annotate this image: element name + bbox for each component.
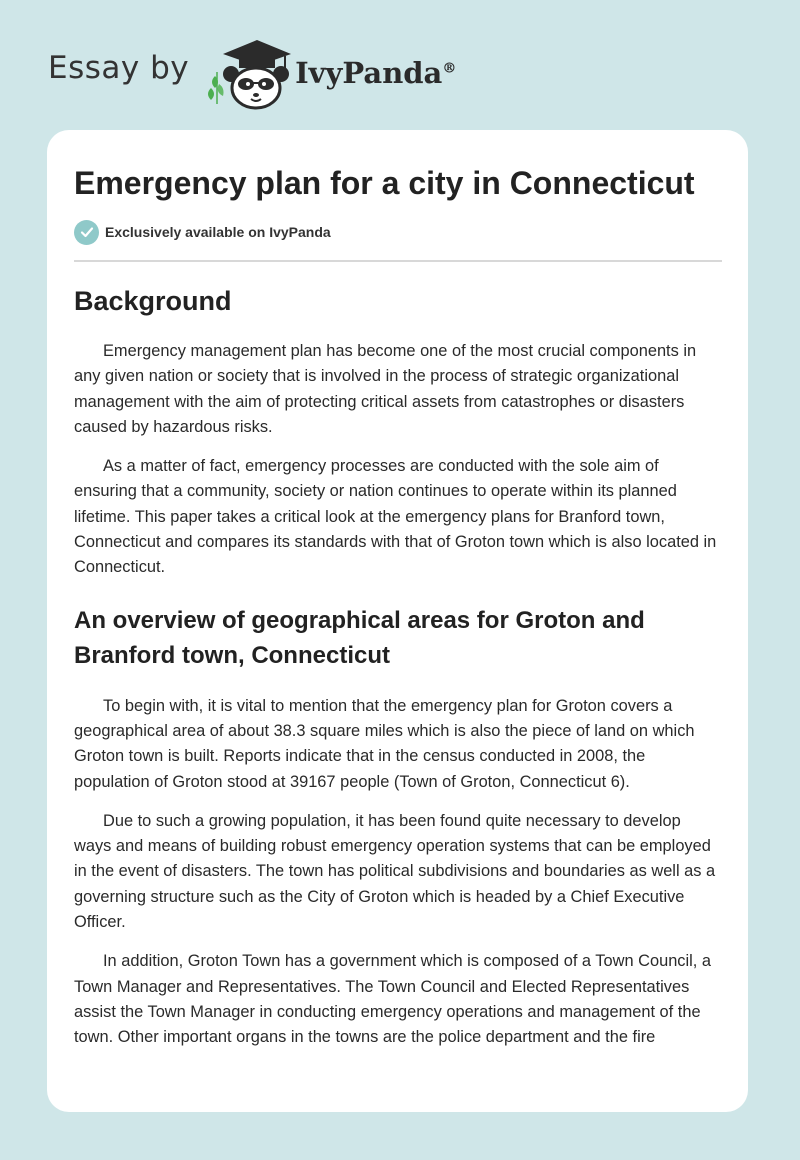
essay-by-label: Essay by xyxy=(48,50,190,86)
section-heading: Background xyxy=(74,286,232,316)
exclusive-label: Exclusively available on IvyPanda xyxy=(105,224,331,240)
brand-name[interactable]: IvyPanda® xyxy=(295,56,457,90)
exclusive-badge xyxy=(74,218,722,246)
essay-card xyxy=(47,130,748,1112)
site-header xyxy=(48,32,456,112)
title-divider xyxy=(74,260,722,262)
paragraph: To begin with, it is vital to mention that the emergency plan for Groton covers a geographical area of about 38.3 square miles which is also the piece of land on which Groton town is built. Reports indicate that in the census conducted in 2008, the population of Groton stood at 39167 people (Town of Groton, Connecticut 6). xyxy=(74,696,695,791)
page-title: Emergency plan for a city in Connecticut xyxy=(74,165,695,201)
paragraph: In addition, Groton Town has a government which is composed of a Town Council, a Town Manager and Representatives. The Town Council and Elected Representatives assist the Town Manager in conducting emergency operations and management of the town. Other important organs in the towns are the police department and the fire xyxy=(74,952,712,1047)
panda-graduate-icon[interactable] xyxy=(201,32,291,112)
paragraph: Emergency management plan has become one of the most crucial components in any given nation or society that is involved in the process of strategic organizational management with the aim of protecting critical assets from catastrophes or disasters caused by hazardous risks. xyxy=(74,342,697,436)
paragraph: As a matter of fact, emergency processes are conducted with the sole aim of ensuring that a community, society or nation continues to operate within its planned lifetime. This paper takes a critical look at the emergency plans for Branford town, Connecticut and compares its standards with that of Groton town which is also located in Connecticut. xyxy=(74,457,717,577)
check-icon xyxy=(74,220,99,245)
paragraph: Due to such a growing population, it has been found quite necessary to develop ways and means of building robust emergency operation systems that can be employed in the event of disasters. The town has political subdivisions and boundaries as well as a governing structure such as the City of Groton which is headed by a Chief Executive Officer. xyxy=(74,811,716,932)
section-heading: An overview of geographical areas for Groton and Branford town, Connecticut xyxy=(74,606,645,669)
